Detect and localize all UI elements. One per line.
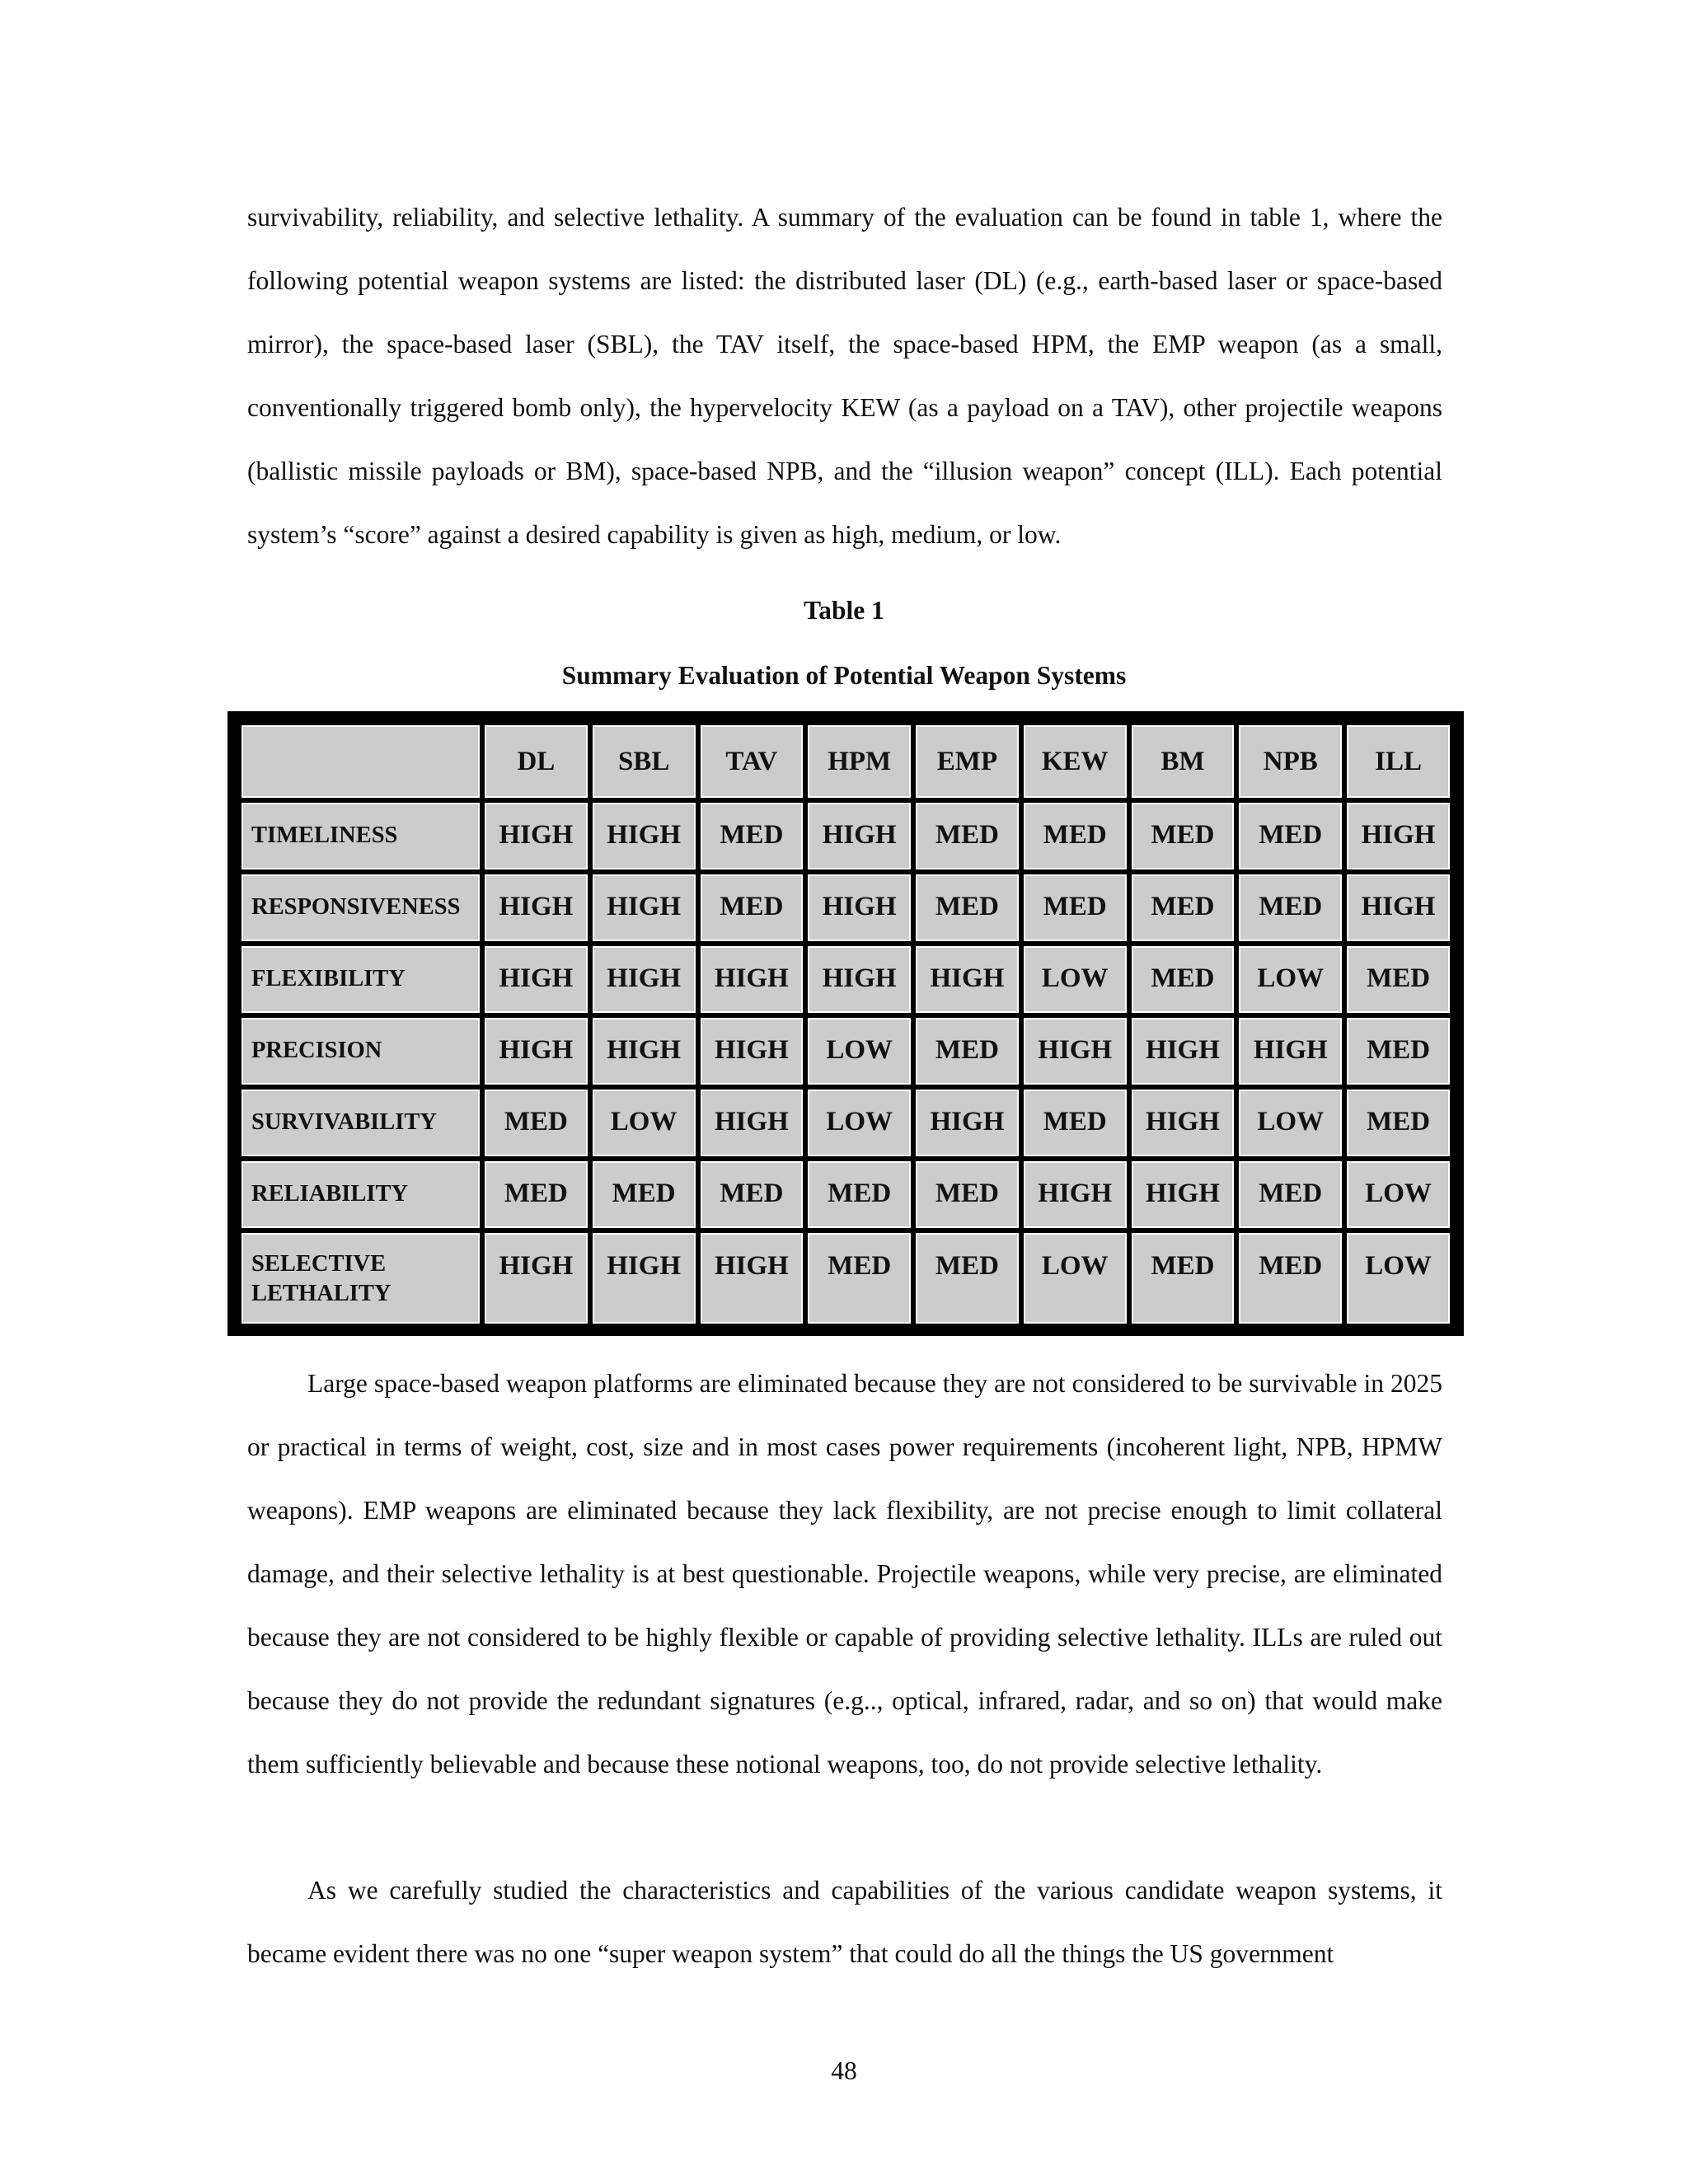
table-cell: MED: [916, 1233, 1019, 1324]
column-header-hpm: HPM: [808, 725, 911, 798]
table-cell: HIGH: [1024, 1161, 1127, 1228]
table-cell: HIGH: [485, 1018, 588, 1085]
table-cell: MED: [1239, 1161, 1342, 1228]
table-cell: HIGH: [1347, 874, 1450, 941]
table-cell: LOW: [1239, 946, 1342, 1013]
table-cell: HIGH: [701, 946, 804, 1013]
table-cell: HIGH: [485, 874, 588, 941]
intro-paragraph-block: [247, 185, 1442, 566]
table-cell: MED: [1024, 874, 1127, 941]
column-header-npb: NPB: [1239, 725, 1342, 798]
table-cell: HIGH: [485, 803, 588, 869]
corner-cell: [241, 725, 480, 798]
row-label-flexibility: FLEXIBILITY: [241, 946, 480, 1013]
row-label-reliability: RELIABILITY: [241, 1161, 480, 1228]
table-cell: LOW: [808, 1090, 911, 1156]
table-cell: HIGH: [701, 1090, 804, 1156]
column-header-ill: ILL: [1347, 725, 1450, 798]
table-cell: MED: [1024, 803, 1127, 869]
page-number: 48: [831, 2056, 857, 2085]
table-cell: HIGH: [808, 874, 911, 941]
table-row-selective-lethality: [241, 1233, 1450, 1324]
column-header-bm: BM: [1132, 725, 1235, 798]
eliminated-paragraph-block: [247, 1352, 1442, 1796]
table-cell: MED: [1347, 1090, 1450, 1156]
table-cell: MED: [1239, 1233, 1342, 1324]
table-cell: MED: [916, 1018, 1019, 1085]
table-cell: LOW: [1347, 1233, 1450, 1324]
studied-paragraph: As we carefully studied the characteristics and capabilities of the various candidate weapon systems, it became evident there was no one “super weapon system” that could do all the things the US government: [247, 1876, 1442, 1968]
table-number: Table 1: [804, 596, 884, 625]
table-title: Summary Evaluation of Potential Weapon Systems: [561, 661, 1127, 690]
table-cell: HIGH: [593, 803, 696, 869]
table-row-reliability: [241, 1161, 1450, 1228]
table-cell: HIGH: [916, 1090, 1019, 1156]
table-cell: HIGH: [1024, 1018, 1127, 1085]
table-cell: MED: [916, 803, 1019, 869]
table-cell: LOW: [1024, 1233, 1127, 1324]
eliminated-paragraph: Large space-based weapon platforms are eliminated because they are not considered to be survivable in 2025 or practical in terms of weight, cost, size and in most cases power requirements (incoherent light, NPB, HPMW weapons). EMP weapons are eliminated because they lack flexibility, are not precise enough to limit collateral damage, and their selective lethality is at best questionable. Projectile weapons, while very precise, are eliminated because they are not considered to be highly flexible or capable of providing selective lethality. ILLs are ruled out because they do not provide the redundant signatures (e.g.., optical, infrared, radar, and so on) that would make them sufficiently believable and because these notional weapons, too, do not provide selective lethality.: [247, 1369, 1442, 1779]
row-label-timeliness: TIMELINESS: [241, 803, 480, 869]
weapon-evaluation-table: [227, 711, 1464, 1336]
studied-paragraph-block: [247, 1858, 1442, 1985]
table-cell: MED: [1132, 874, 1235, 941]
table-cell: HIGH: [593, 874, 696, 941]
table-cell: HIGH: [1347, 803, 1450, 869]
row-label-line: SELECTIVE: [251, 1251, 387, 1277]
table-cell: MED: [485, 1161, 588, 1228]
table-cell: MED: [1132, 946, 1235, 1013]
evaluation-grid: [237, 720, 1455, 1329]
table-cell: MED: [1239, 874, 1342, 941]
table-cell: HIGH: [485, 1233, 588, 1324]
column-header-kew: KEW: [1024, 725, 1127, 798]
table-cell: LOW: [1347, 1161, 1450, 1228]
table-cell: HIGH: [593, 946, 696, 1013]
row-label-responsiveness: RESPONSIVENESS: [241, 874, 480, 941]
table-cell: MED: [701, 1161, 804, 1228]
table-cell: MED: [1132, 803, 1235, 869]
table-cell: LOW: [808, 1018, 911, 1085]
table-header-row: [241, 725, 1450, 798]
table-cell: HIGH: [808, 946, 911, 1013]
table-cell: MED: [916, 874, 1019, 941]
intro-paragraph: survivability, reliability, and selective lethality. A summary of the evaluation can be found in table 1, where the following potential weapon systems are listed: the distributed laser (DL) (e.g., earth-based laser or space-based mirror), the space-based laser (SBL), the TAV itself, the space-based HPM, the EMP weapon (as a small, conventionally triggered bomb only), the hypervelocity KEW (as a payload on a TAV), other projectile weapons (ballistic missile payloads or BM), space-based NPB, and the “illusion weapon” concept (ILL). Each potential system’s “score” against a desired capability is given as high, medium, or low.: [247, 203, 1442, 549]
table-cell: MED: [593, 1161, 696, 1228]
column-header-emp: EMP: [916, 725, 1019, 798]
table-cell: MED: [1132, 1233, 1235, 1324]
row-label-selective-lethality: [241, 1233, 480, 1324]
row-label-survivability: SURVIVABILITY: [241, 1090, 480, 1156]
row-label-line: LETHALITY: [251, 1281, 392, 1306]
table-cell: LOW: [1024, 946, 1127, 1013]
column-header-tav: TAV: [701, 725, 804, 798]
table-cell: MED: [916, 1161, 1019, 1228]
table-row-timeliness: [241, 803, 1450, 869]
row-label-precision: PRECISION: [241, 1018, 480, 1085]
table-cell: HIGH: [593, 1233, 696, 1324]
table-row-responsiveness: [241, 874, 1450, 941]
table-cell: MED: [1239, 803, 1342, 869]
table-cell: HIGH: [1132, 1161, 1235, 1228]
table-cell: LOW: [1239, 1090, 1342, 1156]
table-cell: HIGH: [916, 946, 1019, 1013]
table-row-precision: [241, 1018, 1450, 1085]
table-cell: MED: [808, 1161, 911, 1228]
table-cell: HIGH: [593, 1018, 696, 1085]
table-row-survivability: [241, 1090, 1450, 1156]
table-cell: MED: [1347, 946, 1450, 1013]
table-cell: HIGH: [1132, 1090, 1235, 1156]
table-cell: HIGH: [701, 1233, 804, 1324]
table-cell: MED: [1347, 1018, 1450, 1085]
table-cell: HIGH: [701, 1018, 804, 1085]
column-header-dl: DL: [485, 725, 588, 798]
table-cell: HIGH: [485, 946, 588, 1013]
table-cell: MED: [485, 1090, 588, 1156]
table-cell: MED: [808, 1233, 911, 1324]
table-cell: HIGH: [808, 803, 911, 869]
table-cell: MED: [701, 874, 804, 941]
table-cell: MED: [1024, 1090, 1127, 1156]
column-header-sbl: SBL: [593, 725, 696, 798]
table-cell: HIGH: [1132, 1018, 1235, 1085]
table-row-flexibility: [241, 946, 1450, 1013]
table-cell: HIGH: [1239, 1018, 1342, 1085]
table-cell: LOW: [593, 1090, 696, 1156]
table-cell: MED: [701, 803, 804, 869]
